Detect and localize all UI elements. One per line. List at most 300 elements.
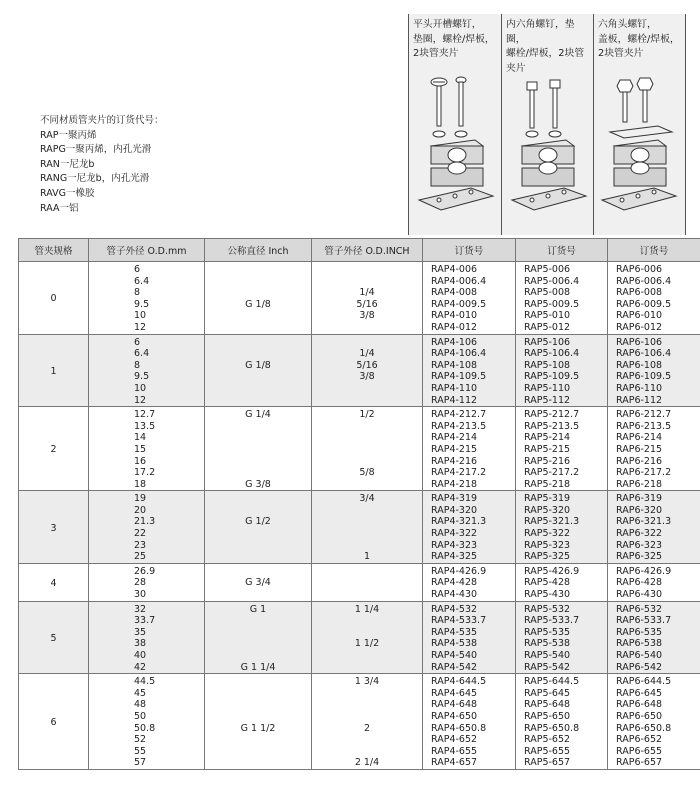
nominal-inch-cell: [205, 407, 312, 491]
cell-line: RAP4-319: [431, 493, 478, 505]
cell-line: 19: [134, 493, 147, 505]
cell-line: G 1 1/2: [240, 722, 276, 734]
od-mm-cell: [89, 563, 205, 601]
cell-line: RAP4-652: [431, 734, 478, 746]
cell-line: RAP4-535: [431, 626, 478, 638]
cell-line: [205, 276, 311, 288]
cell-line: [205, 734, 311, 746]
od-inch-cell: [312, 491, 423, 564]
cell-line: 8: [134, 287, 141, 299]
cell-line: RAP4-320: [431, 504, 478, 516]
socket-screw-clamp-diagram: [502, 74, 594, 234]
cell-line: [205, 746, 311, 758]
cell-line: [312, 264, 422, 276]
od-mm-cell: [89, 407, 205, 491]
cell-line: [312, 505, 422, 517]
cell-line: 10: [134, 382, 147, 394]
cell-line: [312, 421, 422, 433]
cell-line: 32: [134, 603, 147, 615]
cell-line: RAP6-648: [616, 699, 663, 711]
cell-line: RAP6-109.5: [616, 371, 672, 383]
table-row: [19, 563, 700, 601]
cell-line: RAP6-532: [616, 603, 663, 615]
od-inch-cell: [312, 407, 423, 491]
cell-line: 13.5: [134, 420, 156, 432]
header-order-no: 订货号: [608, 239, 700, 262]
cell-line: RAP4-644.5: [431, 676, 487, 688]
cell-line: RAP4-650.8: [431, 722, 487, 734]
order-no-cell: [516, 601, 608, 674]
cell-line: 8: [134, 359, 141, 371]
cell-line: RAP4-217.2: [431, 467, 487, 479]
cell-line: RAP5-657: [524, 757, 571, 769]
cell-line: G 1/2: [245, 516, 271, 528]
cell-line: [312, 662, 422, 674]
cell-line: 21.3: [134, 516, 156, 528]
order-no-cell: [608, 491, 700, 564]
cell-line: [312, 528, 422, 540]
cell-line: RAP4-426.9: [431, 565, 487, 577]
cell-line: [205, 505, 311, 517]
cell-line: [205, 528, 311, 540]
order-no-cell: [423, 601, 516, 674]
cell-line: [205, 566, 311, 578]
cell-line: RAP6-008: [616, 287, 663, 299]
table-row: [19, 601, 700, 674]
material-code-item: RAN一尼龙b: [40, 158, 95, 170]
cell-line: 2 1/4: [354, 757, 380, 769]
cell-line: 6.4: [134, 275, 150, 287]
header-clamp-size: 管夹规格: [19, 239, 89, 262]
cell-line: RAP6-218: [616, 478, 663, 490]
cell-line: RAP6-010: [616, 310, 663, 322]
cell-line: 1 1/2: [354, 638, 380, 650]
cell-line: RAP4-321.3: [431, 516, 487, 528]
cell-line: RAP5-106: [524, 336, 571, 348]
cell-line: RAP6-655: [616, 745, 663, 757]
variant-caption-3: 六角头螺钉， 盖板，螺栓/焊板， 2块管夹片: [598, 19, 680, 60]
cell-line: 6: [134, 264, 141, 275]
nominal-inch-cell: [205, 674, 312, 770]
order-no-cell: [608, 262, 700, 335]
cell-line: RAP6-212.7: [616, 409, 672, 421]
cell-line: 1 1/4: [354, 603, 380, 615]
cell-line: 1/4: [359, 287, 375, 299]
cell-line: RAP6-542: [616, 661, 663, 673]
cell-line: RAP5-532: [524, 603, 571, 615]
table-row: [19, 407, 700, 491]
cell-line: 57: [134, 757, 147, 769]
cell-line: RAP4-323: [431, 539, 478, 551]
order-no-cell: [608, 407, 700, 491]
cell-line: RAP4-218: [431, 478, 478, 490]
cell-line: 28: [134, 577, 147, 589]
cell-line: RAP5-323: [524, 539, 571, 551]
cell-line: RAP5-325: [524, 551, 571, 563]
nominal-inch-cell: [205, 262, 312, 335]
cell-line: RAP5-108: [524, 359, 571, 371]
od-inch-cell: [312, 601, 423, 674]
header-order-no: 订货号: [516, 239, 608, 262]
cell-line: 6.4: [134, 348, 150, 360]
cell-line: RAP5-652: [524, 734, 571, 746]
order-no-cell: [516, 334, 608, 407]
cell-line: RAP4-645: [431, 687, 478, 699]
material-code-item: RANG一尼龙b，内孔光滑: [40, 173, 150, 185]
cell-line: RAP4-655: [431, 745, 478, 757]
cell-line: 42: [134, 661, 147, 673]
cell-line: RAP5-110: [524, 382, 571, 394]
clamp-size-cell: 2: [19, 407, 89, 491]
cell-line: RAP6-320: [616, 504, 663, 516]
cell-line: 48: [134, 699, 147, 711]
cell-line: [205, 287, 311, 299]
order-no-cell: [423, 674, 516, 770]
cell-line: 23: [134, 539, 147, 551]
cell-line: RAP4-010: [431, 310, 478, 322]
cell-line: RAP4-540: [431, 650, 478, 661]
material-code-item: RAA一铝: [40, 202, 79, 214]
cell-line: RAP4-214: [431, 432, 478, 444]
material-code-item: RAP一聚丙烯: [40, 129, 97, 141]
clamp-size-cell: 6: [19, 674, 89, 770]
cell-line: 3/8: [359, 310, 375, 322]
cell-line: [205, 421, 311, 433]
cell-line: 6: [134, 336, 141, 348]
cell-line: RAP5-216: [524, 455, 571, 467]
cell-line: G 3/8: [245, 478, 271, 490]
cell-line: RAP6-006.4: [616, 275, 672, 287]
clamp-size-cell: 5: [19, 601, 89, 674]
cell-line: RAP6-535: [616, 626, 663, 638]
cell-line: RAP4-430: [431, 589, 478, 601]
cell-line: [312, 395, 422, 407]
cell-line: RAP5-650.8: [524, 722, 580, 734]
order-no-cell: [423, 491, 516, 564]
cell-line: RAP6-325: [616, 551, 663, 563]
cell-line: RAP6-106.4: [616, 348, 672, 360]
material-codes-note: [40, 114, 164, 216]
cell-line: [312, 383, 422, 395]
cell-line: RAP4-648: [431, 699, 478, 711]
cell-line: 16: [134, 455, 147, 467]
cell-line: 12.7: [134, 409, 156, 421]
cell-line: RAP5-319: [524, 493, 571, 505]
cell-line: RAP5-213.5: [524, 420, 580, 432]
cell-line: 18: [134, 478, 147, 490]
cell-line: RAP4-108: [431, 359, 478, 371]
cell-line: RAP5-645: [524, 687, 571, 699]
cell-line: G 1: [249, 603, 267, 615]
cell-line: [312, 444, 422, 456]
cell-line: [205, 310, 311, 322]
cell-line: 20: [134, 504, 147, 516]
cell-line: RAP6-108: [616, 359, 663, 371]
table-row: [19, 674, 700, 770]
cell-line: [205, 444, 311, 456]
cell-line: RAP6-216: [616, 455, 663, 467]
cell-line: [205, 757, 311, 769]
order-no-cell: [516, 407, 608, 491]
hex-bolt-clamp-diagram: [594, 74, 686, 234]
cell-line: [312, 711, 422, 723]
cell-line: 33.7: [134, 615, 156, 627]
cell-line: G 1/8: [245, 298, 271, 310]
cell-line: 1/4: [359, 348, 375, 360]
cell-line: RAP5-008: [524, 287, 571, 299]
cell-line: RAP5-006: [524, 264, 571, 275]
cell-line: [312, 566, 422, 578]
od-inch-cell: [312, 674, 423, 770]
cell-line: RAP6-540: [616, 650, 663, 661]
cell-line: 50: [134, 710, 147, 722]
cell-line: RAP6-112: [616, 394, 663, 406]
cell-line: RAP5-320: [524, 504, 571, 516]
cell-line: RAP5-655: [524, 745, 571, 757]
cell-line: RAP4-213.5: [431, 420, 487, 432]
cell-line: 52: [134, 734, 147, 746]
cell-line: [205, 264, 311, 276]
cell-line: [205, 383, 311, 395]
cell-line: [205, 638, 311, 650]
cell-line: RAP5-542: [524, 661, 571, 673]
cell-line: RAP4-106.4: [431, 348, 487, 360]
nominal-inch-cell: [205, 601, 312, 674]
header-od-inch: 管子外径 O.D.INCH: [312, 239, 423, 262]
cell-line: RAP5-012: [524, 321, 571, 333]
clamp-size-cell: 4: [19, 563, 89, 601]
cell-line: [312, 322, 422, 334]
cell-line: RAP6-106: [616, 336, 663, 348]
nominal-inch-cell: [205, 491, 312, 564]
order-no-cell: [423, 563, 516, 601]
cell-line: [205, 589, 311, 601]
cell-line: [205, 711, 311, 723]
cell-line: [312, 734, 422, 746]
cell-line: RAP4-532: [431, 603, 478, 615]
cell-line: [205, 676, 311, 688]
cell-line: RAP6-657: [616, 757, 663, 769]
cell-line: [312, 516, 422, 528]
cell-line: RAP4-322: [431, 528, 478, 540]
cell-line: 40: [134, 650, 147, 661]
cell-line: 17.2: [134, 467, 156, 479]
cell-line: [205, 688, 311, 700]
cell-line: RAP6-428: [616, 577, 663, 589]
cell-line: RAP5-533.7: [524, 615, 580, 627]
cell-line: G 1/4: [245, 409, 271, 421]
od-inch-cell: [312, 334, 423, 407]
cell-line: RAP5-322: [524, 528, 571, 540]
cell-line: 14: [134, 432, 147, 444]
cell-line: RAP5-644.5: [524, 676, 580, 688]
cell-line: 1 3/4: [354, 676, 380, 688]
cell-line: [205, 493, 311, 505]
order-no-cell: [608, 563, 700, 601]
cell-line: [205, 322, 311, 334]
cell-line: RAP4-009.5: [431, 298, 487, 310]
header-order-no: 订货号: [423, 239, 516, 262]
cell-line: RAP5-648: [524, 699, 571, 711]
cell-line: G 3/4: [245, 577, 271, 589]
cell-line: RAP6-538: [616, 638, 663, 650]
cell-line: 12: [134, 321, 147, 333]
cell-line: RAP5-106.4: [524, 348, 580, 360]
clamp-size-cell: 0: [19, 262, 89, 335]
cell-line: RAP4-012: [431, 321, 478, 333]
cell-line: RAP5-006.4: [524, 275, 580, 287]
cell-line: RAP4-428: [431, 577, 478, 589]
cell-line: 5/8: [359, 467, 375, 479]
cell-line: RAP6-533.7: [616, 615, 672, 627]
od-mm-cell: [89, 262, 205, 335]
cell-line: RAP6-006: [616, 264, 663, 275]
cell-line: RAP5-214: [524, 432, 571, 444]
cell-line: RAP4-542: [431, 661, 478, 673]
cell-line: RAP4-008: [431, 287, 478, 299]
order-no-cell: [516, 674, 608, 770]
variant-caption-1: 平头开槽螺钉， 垫圈，螺栓/焊板， 2块管夹片: [413, 19, 495, 60]
cell-line: G 1 1/4: [240, 661, 276, 673]
material-codes-title: 不同材质管夹片的订货代号：: [40, 115, 164, 126]
cell-line: RAP6-650.8: [616, 722, 672, 734]
cell-line: RAP6-009.5: [616, 298, 672, 310]
cell-line: RAP5-650: [524, 710, 571, 722]
cell-line: [312, 479, 422, 491]
od-inch-cell: [312, 563, 423, 601]
clamp-spec-table: [18, 238, 700, 770]
cell-line: [205, 337, 311, 349]
cell-line: 9.5: [134, 298, 150, 310]
cell-line: 1/2: [359, 409, 375, 421]
cell-line: 30: [134, 589, 147, 601]
cell-line: [312, 456, 422, 468]
slotted-screw-clamp-diagram: [409, 74, 501, 234]
od-mm-cell: [89, 601, 205, 674]
cell-line: RAP5-010: [524, 310, 571, 322]
od-mm-cell: [89, 674, 205, 770]
clamp-size-cell: 3: [19, 491, 89, 564]
cell-line: [312, 650, 422, 662]
order-no-cell: [423, 407, 516, 491]
cell-line: RAP6-650: [616, 710, 663, 722]
cell-line: RAP4-110: [431, 382, 478, 394]
table-header-row: [19, 239, 700, 262]
cell-line: 50.8: [134, 722, 156, 734]
cell-line: [205, 540, 311, 552]
order-no-cell: [608, 334, 700, 407]
order-no-cell: [608, 601, 700, 674]
cell-line: RAP4-216: [431, 455, 478, 467]
cell-line: RAP4-657: [431, 757, 478, 769]
cell-line: [205, 395, 311, 407]
cell-line: RAP4-212.7: [431, 409, 487, 421]
cell-line: 1: [363, 551, 371, 563]
cell-line: RAP5-426.9: [524, 565, 580, 577]
cell-line: RAP5-109.5: [524, 371, 580, 383]
cell-line: RAP6-319: [616, 493, 663, 505]
cell-line: 35: [134, 626, 147, 638]
cell-line: RAP6-426.9: [616, 565, 672, 577]
order-no-cell: [423, 262, 516, 335]
cell-line: 3/4: [359, 493, 375, 505]
variant-column-1: [408, 14, 502, 235]
cell-line: RAP6-430: [616, 589, 663, 601]
cell-line: RAP6-645: [616, 687, 663, 699]
cell-line: 2: [363, 722, 371, 734]
cell-line: [312, 577, 422, 589]
cell-line: 45: [134, 687, 147, 699]
cell-line: [205, 615, 311, 627]
cell-line: [312, 432, 422, 444]
cell-line: 3/8: [359, 371, 375, 383]
order-no-cell: [516, 262, 608, 335]
cell-line: RAP6-644.5: [616, 676, 672, 688]
od-mm-cell: [89, 491, 205, 564]
table-row: [19, 262, 700, 335]
cell-line: RAP6-322: [616, 528, 663, 540]
cell-line: RAP6-217.2: [616, 467, 672, 479]
cell-line: [312, 276, 422, 288]
cell-line: [205, 467, 311, 479]
cell-line: [205, 432, 311, 444]
order-no-cell: [608, 674, 700, 770]
cell-line: RAP5-215: [524, 443, 571, 455]
od-mm-cell: [89, 334, 205, 407]
cell-line: RAP5-321.3: [524, 516, 580, 528]
od-inch-cell: [312, 262, 423, 335]
cell-line: 9.5: [134, 371, 150, 383]
table-row: [19, 334, 700, 407]
cell-line: [312, 688, 422, 700]
nominal-inch-cell: [205, 563, 312, 601]
cell-line: RAP4-650: [431, 710, 478, 722]
variant-caption-2: 内六角螺钉，垫圈， 螺栓/焊板，2块管 夹片: [506, 19, 585, 74]
clamp-size-cell: 1: [19, 334, 89, 407]
cell-line: RAP6-110: [616, 382, 663, 394]
cell-line: 12: [134, 394, 147, 406]
cell-line: RAP5-430: [524, 589, 571, 601]
cell-line: RAP4-215: [431, 443, 478, 455]
cell-line: [205, 627, 311, 639]
cell-line: RAP4-325: [431, 551, 478, 563]
material-code-item: RAPG一聚丙烯，内孔光滑: [40, 144, 152, 156]
cell-line: RAP4-109.5: [431, 371, 487, 383]
cell-line: RAP6-215: [616, 443, 663, 455]
cell-line: [205, 551, 311, 563]
variant-column-2: [501, 14, 594, 235]
cell-line: 26.9: [134, 565, 156, 577]
cell-line: [312, 337, 422, 349]
cell-line: 55: [134, 745, 147, 757]
cell-line: RAP4-538: [431, 638, 478, 650]
cell-line: RAP4-106: [431, 336, 478, 348]
cell-line: [312, 627, 422, 639]
cell-line: 25: [134, 551, 147, 563]
order-no-cell: [516, 563, 608, 601]
cell-line: [312, 540, 422, 552]
cell-line: RAP4-006: [431, 264, 478, 275]
header-od-mm: 管子外径 O.D.mm: [89, 239, 205, 262]
cell-line: 5/16: [356, 359, 378, 371]
cell-line: 38: [134, 638, 147, 650]
cell-line: RAP6-652: [616, 734, 663, 746]
cell-line: RAP4-006.4: [431, 275, 487, 287]
cell-line: RAP5-540: [524, 650, 571, 661]
cell-line: [205, 699, 311, 711]
cell-line: RAP5-538: [524, 638, 571, 650]
cell-line: 44.5: [134, 676, 156, 688]
